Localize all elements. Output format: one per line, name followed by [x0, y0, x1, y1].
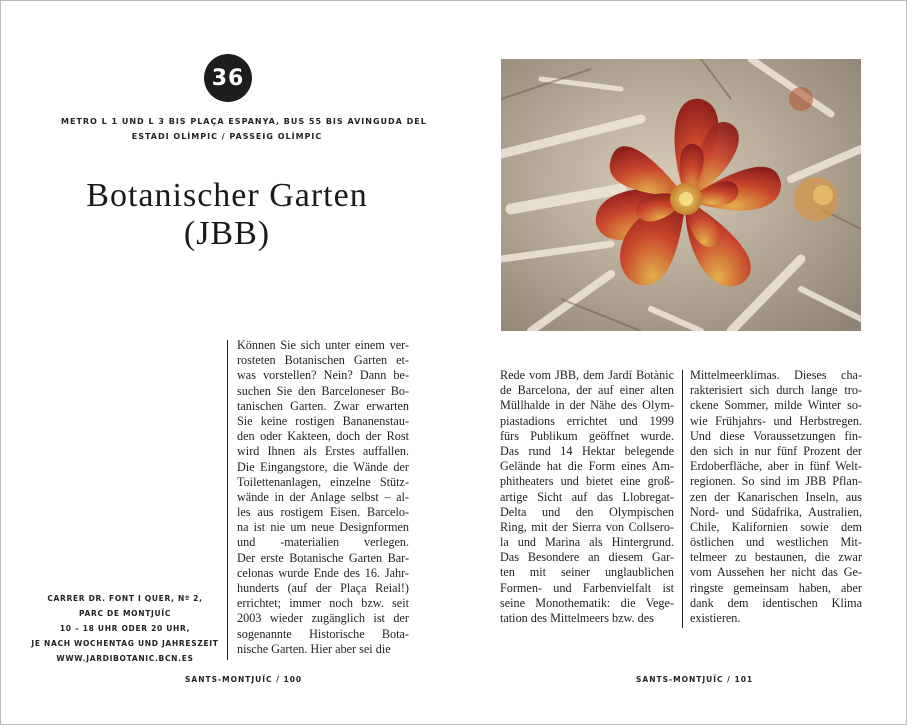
body-text-line: Chile, Kalifornien sowie dem: [690, 519, 862, 534]
body-text-line: östlichen und westlichen Mit-: [690, 535, 862, 550]
body-text-line: dank dem identischen Klima: [690, 595, 862, 610]
body-text-line: wände in der Anlage selbst – al-: [237, 489, 409, 504]
body-text-line: la und Marina als Hintergrund.: [500, 535, 674, 550]
body-text-line: Rede vom JBB, dem Jardí Botànic: [500, 368, 674, 382]
body-text-line: und -materialien verlegen.: [237, 535, 409, 550]
body-text-line: suchen Sie den Barceloneser Bo-: [237, 383, 409, 398]
body-text-line: tanischen Garten. Zwar erwarten: [237, 398, 409, 413]
body-text-line: les aus rostigem Eisen. Barcelo-: [237, 505, 409, 520]
body-text-line: ten mit seiner unglaublichen: [500, 565, 674, 580]
title-line: (JBB): [183, 215, 271, 252]
body-text-line: rakterisiert sich durch lange tro-: [690, 383, 862, 398]
transit-line: ESTADI OLÍMPIC / PASSEIG OLÍMPIC: [131, 132, 323, 141]
body-text-line: wird Ihnen als Erstes auffallen.: [237, 444, 409, 459]
body-text-line: Ring, mit der Sierra von Collsero-: [500, 519, 674, 534]
body-text-line: Erdoberfläche, aber in fünf Welt-: [690, 459, 862, 474]
address-line: CARRER DR. FONT I QUER, Nº 2,: [47, 594, 203, 603]
left-page: [1, 1, 454, 726]
address-line: PARC DE MONTJUÏC: [78, 609, 172, 618]
body-text-line: nische Garten. Hier aber sei die: [237, 641, 391, 656]
body-text-line: den oder Kakteen, doch der Rost: [237, 429, 409, 444]
body-text-line: regionen. So sind im JBB Pflan-: [690, 474, 862, 489]
body-text-line: ckene Sommer, milde Winter so-: [690, 398, 862, 413]
column-rule: [682, 370, 683, 628]
body-text-line: 2003 wieder zugänglich ist der: [237, 611, 409, 626]
body-text-line: seine Monothematik: die Vege-: [500, 595, 674, 610]
body-text-line: tation des Mittelmeers bzw. des: [500, 611, 654, 625]
body-text-line: was vorstellen? Nein? Dann be-: [237, 368, 409, 383]
transit-info: [61, 114, 427, 144]
body-text-line: Das rund 14 Hektar belegende: [500, 443, 674, 458]
body-text-line: fürs Publikum geöffnet wurde.: [500, 428, 674, 443]
body-text-line: sogenannte Historische Bota-: [237, 626, 409, 641]
entry-number-badge: 36: [204, 54, 252, 102]
body-text-line: ringste gemeinsam haben, aber: [690, 580, 862, 595]
body-text-line: phitheaters und bietet eine groß-: [500, 474, 674, 489]
body-text-line: Sie keine rostigen Bananenstau-: [237, 413, 409, 428]
body-text-line: telmeer zu bestaunen, die zwar: [690, 550, 862, 565]
body-text-line: Delta und den Olympischen: [500, 504, 674, 519]
body-text-line: Der erste Botanische Garten Bar-: [237, 550, 409, 565]
body-text-line: de Barcelona, der auf einer alten: [500, 383, 674, 398]
body-text-line: vom Aussehen her nicht das Ge-: [690, 565, 862, 580]
body-text-line: wie Frühjahrs- und Herbstregen.: [690, 413, 862, 428]
body-text-line: Können Sie sich unter einem ver-: [237, 338, 409, 352]
body-text-line: Und diese Voraussetzungen fin-: [690, 428, 862, 443]
page-folio-left: SANTS-MONTJUÏC / 100: [185, 675, 303, 684]
body-text-line: piastadions errichtet und 1999: [500, 413, 674, 428]
body-text-line: rosteten Botanischen Garten et-: [237, 353, 409, 368]
address-line: 10 – 18 UHR ODER 20 UHR,: [59, 624, 191, 633]
body-text-line: celonas wurde Ende des 16. Jahr-: [237, 565, 409, 580]
body-text-line: hunderts (auf der Plaça Reial!): [237, 581, 409, 595]
address-info: [31, 591, 219, 666]
body-text-line: errichtet; immer noch bzw. seit: [237, 596, 409, 611]
succulent-photo: [501, 59, 861, 331]
website-link[interactable]: WWW.JARDIBOTANIC.BCN.ES: [56, 654, 194, 663]
body-text-line: Die Eingangstore, die Wände der: [237, 459, 409, 474]
transit-line: METRO L 1 UND L 3 BIS PLAÇA ESPANYA, BUS 55 BIS AVINGUDA DEL: [61, 117, 427, 126]
body-column-right-2: [690, 368, 862, 626]
body-text-line: Toilettenanlagen, einzelne Stütz-: [237, 474, 409, 489]
body-text-line: Nord- und Südafrika, Australien,: [690, 504, 862, 519]
body-text-line: Das Besondere an diesem Gar-: [500, 550, 674, 565]
column-rule: [227, 340, 228, 660]
body-text-line: existieren.: [690, 611, 741, 625]
body-text-line: Formen- und Farbenvielfalt ist: [500, 580, 674, 595]
body-text-line: Mittelmeerklimas. Dieses cha-: [690, 368, 862, 382]
right-page: [454, 1, 907, 726]
title-line: Botanischer Garten: [86, 177, 368, 214]
page-title: [41, 177, 413, 253]
body-column-left: [237, 338, 409, 657]
page-folio-right: SANTS-MONTJUÏC / 101: [636, 675, 754, 684]
body-text-line: den sich in nur fünf Prozent der: [690, 443, 862, 458]
body-text-line: artige Sicht auf das Llobregat-: [500, 489, 674, 504]
body-column-right-1: [500, 368, 674, 626]
address-line: JE NACH WOCHENTAG UND JAHRESZEIT: [31, 639, 219, 648]
body-text-line: Müllhalde in der Nähe des Olym-: [500, 398, 674, 413]
body-text-line: na ist nie um neue Designformen: [237, 520, 409, 535]
body-text-line: zen der Kanarischen Inseln, aus: [690, 489, 862, 504]
body-text-line: Gelände hat die Form eines Am-: [500, 459, 674, 474]
